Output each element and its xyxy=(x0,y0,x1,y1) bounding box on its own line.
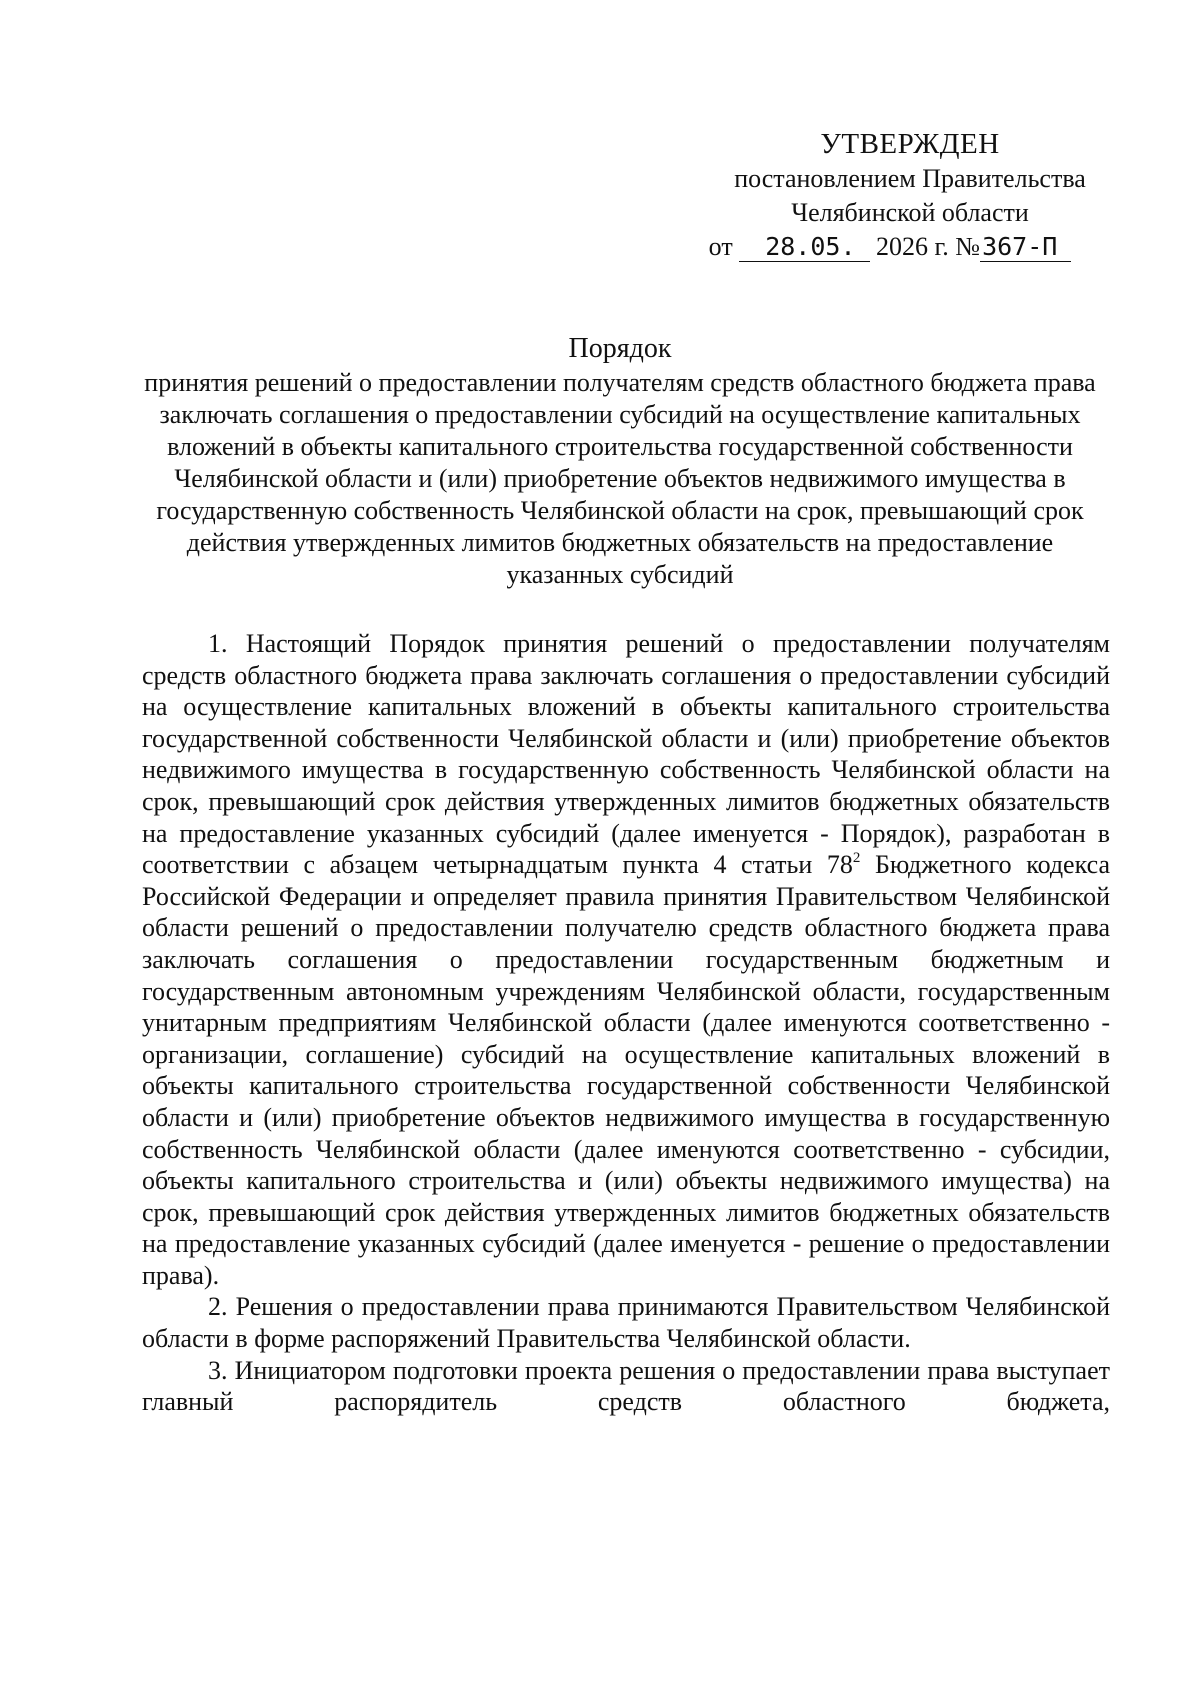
decree-number: 367-П xyxy=(980,233,1071,262)
paragraph-1-part-1: 1. Настоящий Порядок принятия решений о предоставлении получателям средств областного бюджета права заключать соглашения о предоставлении субсидий на осуществление капитальных вложений в объекты капитального строительства государственной собственности Челябинской области и (или) приобретение объектов недвижимого имущества в государственную собственность Челябинской области на срок, превышающий срок действия утвержденных лимитов бюджетных обязательств на предоставление указанных субсидий (далее именуется - Порядок), разработан в соответствии с абзацем четырнадцатым пункта 4 статьи 78 xyxy=(142,629,1110,880)
approval-line-2: Челябинской области xyxy=(791,198,1029,227)
paragraph-1 xyxy=(142,628,1110,1291)
date-prefix: от xyxy=(708,232,733,261)
document-title-block xyxy=(130,331,1110,591)
document-subtitle: принятия решений о предоставлении получателям средств областного бюджета права заключать соглашения о предоставлении субсидий на осуществление капитальных вложений в объекты капитального строительства государственной собственности Челябинской области и (или) приобретение объектов недвижимого имущества в государственную собственность Челябинской области на срок, превышающий срок действия утвержденных лимитов бюджетных обязательств на предоставление указанных субсидий xyxy=(144,368,1096,589)
paragraph-2: 2. Решения о предоставлении права принимаются Правительством Челябинской области в форме распоряжений Правительства Челябинской области. xyxy=(142,1292,1110,1354)
approval-block xyxy=(700,126,1120,264)
paragraph-3: 3. Инициатором подготовки проекта решения о предоставлении права выступает главный распорядитель средств областного бюджета, xyxy=(142,1355,1110,1417)
date-value: 28.05. xyxy=(739,233,869,262)
year-text: 2026 г. № xyxy=(876,232,981,261)
approval-date-line xyxy=(680,230,1100,264)
document-body xyxy=(142,628,1110,1418)
paragraph-1-part-2: Бюджетного кодекса Российской Федерации и определяет правила принятия Правительством Челябинской области решений о предоставлении получателю средств областного бюджета права заключать соглашения о предоставлении государственным бюджетным и государственным автономным учреждениям Челябинской области, государственным унитарным предприятиям Челябинской области (далее именуются соответственно - организации, соглашение) субсидий на осуществление капитальных вложений в объекты капитального строительства государственной собственности Челябинской области и (или) приобретение объектов недвижимого имущества в государственную собственность Челябинской области (далее именуются соответственно - субсидии, объекты капитального строительства и (или) объекты недвижимого имущества) на срок, превышающий срок действия утвержденных лимитов бюджетных обязательств на предоставление указанных субсидий (далее именуется - решение о предоставлении права). xyxy=(142,850,1110,1290)
approval-title: УТВЕРЖДЕН xyxy=(820,128,1000,160)
document-title: Порядок xyxy=(568,333,672,364)
approval-line-1: постановлением Правительства xyxy=(734,164,1086,193)
article-superscript: 2 xyxy=(852,850,861,867)
